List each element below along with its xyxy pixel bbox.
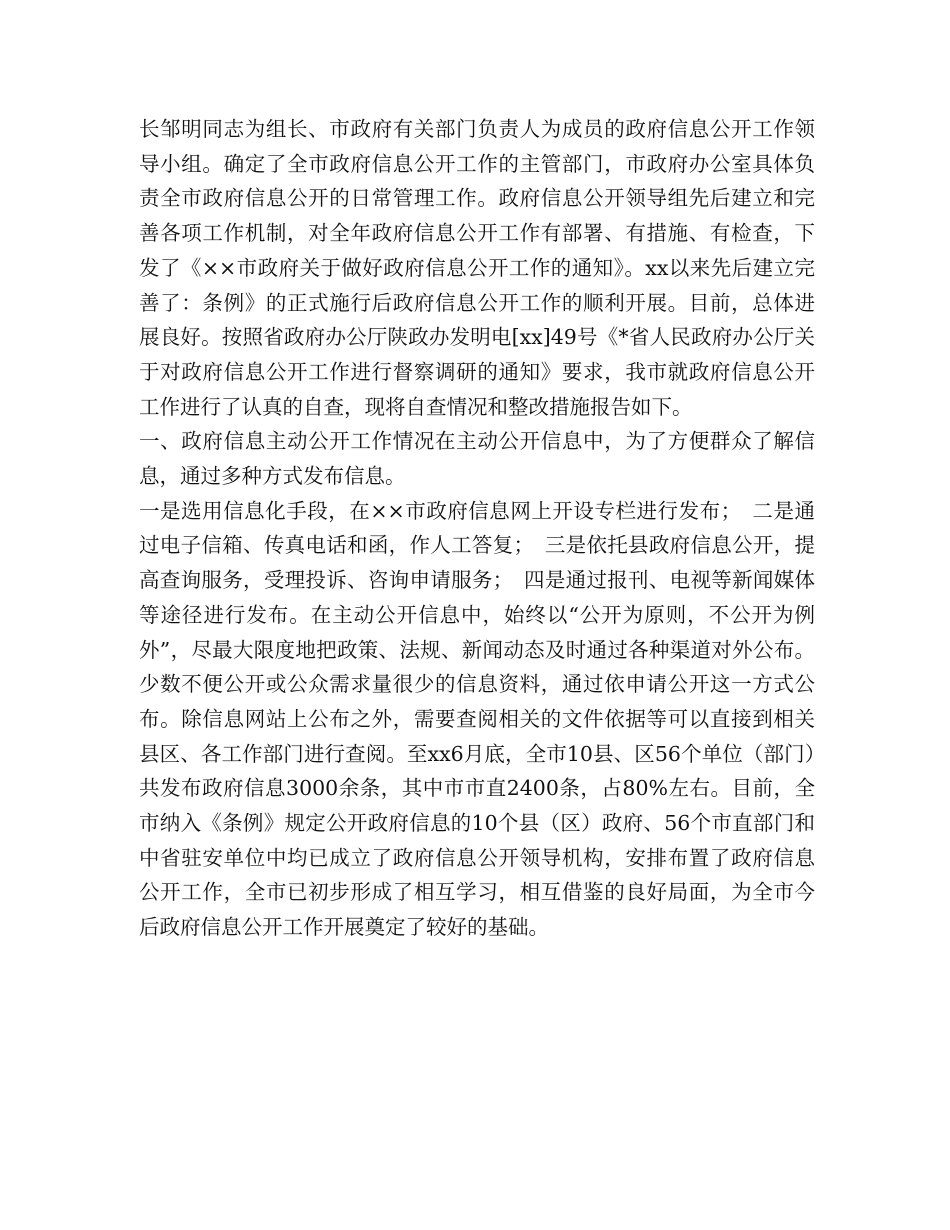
paragraph-section-one-heading: 一、政府信息主动公开工作情况在主动公开信息中，为了方便群众了解信息，通过多种方式发布信息。 [139, 429, 815, 489]
paragraph-intro: 长邹明同志为组长、市政府有关部门负责人为成员的政府信息公开工作领导小组。确定了全市政府信息公开工作的主管部门，市政府办公室具体负责全市政府信息公开的日常管理工作。政府信息公开领导组先后建立和完善各项工作机制，对全年政府信息公开工作有部署、有措施、有检查，下发了《××市政府关于做好政府信息公开工作的通知》。xx以来先后建立完善了：条例》的正式施行后政府信息公开工作的顺利开展。目前，总体进展良好。按照省政府办公厅陕政办发明电[xx]49号《*省人民政府办公厅关于对政府信息公开工作进行督察调研的通知》要求，我市就政府信息公开工作进行了认真的自查，现将自查情况和整改措施报告如下。 [139, 117, 815, 419]
paragraph-disclosure-methods: 一是选用信息化手段，在××市政府信息网上开设专栏进行发布； 二是通过电子信箱、传真电话和函，作人工答复； 三是依托县政府信息公开，提高查询服务，受理投诉、咨询申请服务； 四是通过报刊、电视等新闻媒体等途径进行发布。在主动公开信息中，始终以“公开为原则，不公开为例外”，尽最大限度地把政策、法规、新闻动态及时通过各种渠道对外公布。少数不便公开或公众需求量很少的信息资料，通过依申请公开这一方式公布。除信息网站上公布之外，需要查阅相关的文件依据等可以直接到相关县区、各工作部门进行查阅。至xx6月底，全市10县、区56个单位（部门）共发布政府信息3000余条，其中市市直2400条，占80%左右。目前，全市纳入《条例》规定公开政府信息的10个县（区）政府、56个市直部门和中省驻安单位中均已成立了政府信息公开领导机构，安排布置了政府信息公开工作，全市已初步形成了相互学习，相互借鉴的良好局面，为全市今后政府信息公开工作开展奠定了较好的基础。 [139, 498, 815, 940]
document-body [139, 112, 815, 945]
